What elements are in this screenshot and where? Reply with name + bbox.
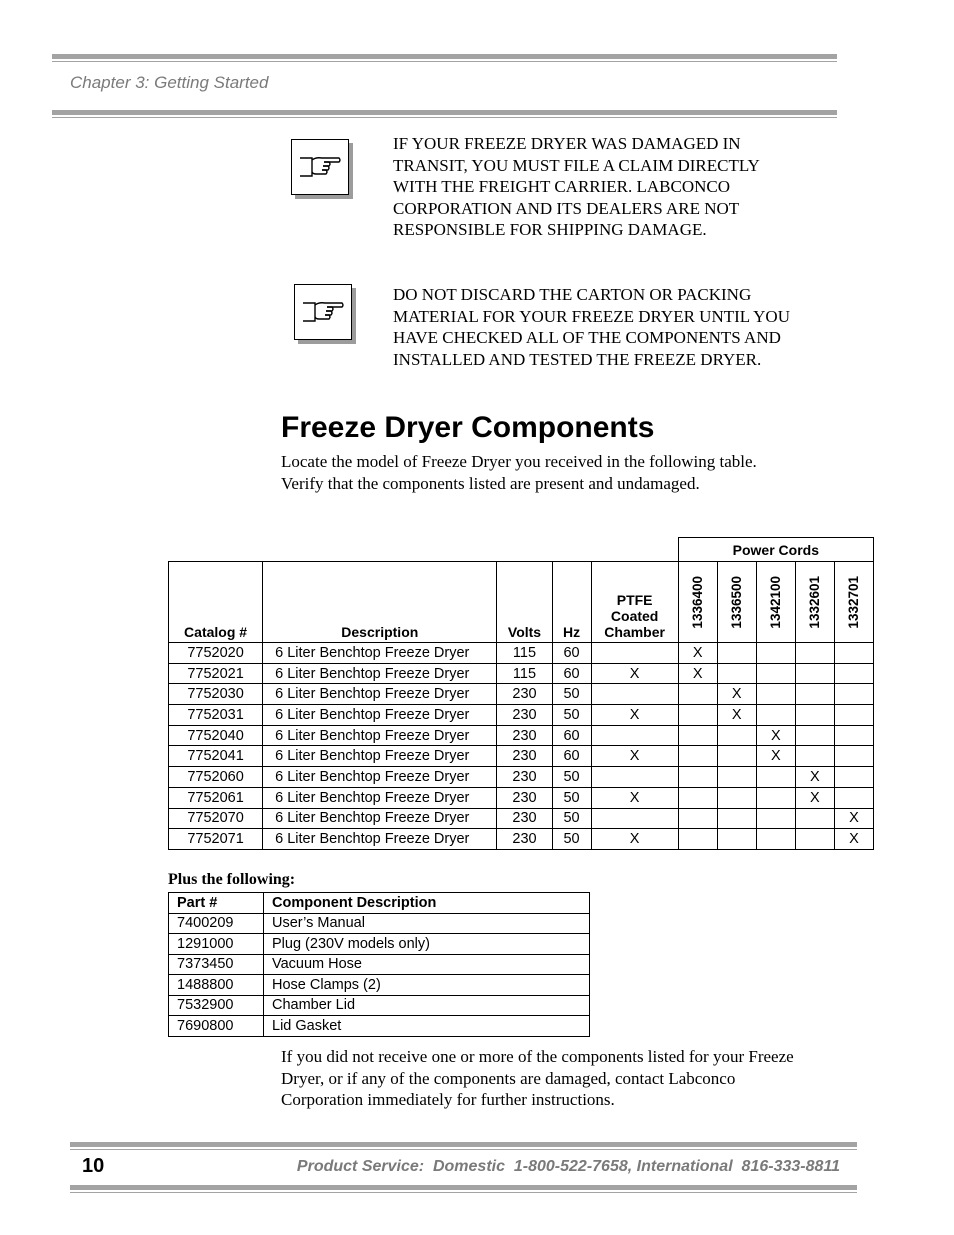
components-table (168, 537, 874, 850)
power-cord-cell (795, 725, 834, 746)
table-row (169, 705, 874, 726)
ptfe-cell: X (591, 787, 678, 808)
power-cord-cell: X (756, 746, 795, 767)
catalog-cell: 7752060 (169, 767, 263, 788)
ptfe-cell (591, 767, 678, 788)
hz-cell: 50 (552, 705, 591, 726)
footer-bottom-rule (70, 1185, 857, 1193)
hz-cell: 50 (552, 787, 591, 808)
power-cord-cell (834, 746, 873, 767)
ptfe-cell: X (591, 746, 678, 767)
table-row (169, 954, 590, 975)
power-cord-cell (678, 684, 717, 705)
table-row (169, 995, 590, 1016)
volts-cell: 230 (497, 705, 552, 726)
power-cord-cell: X (678, 663, 717, 684)
section-intro: Locate the model of Freeze Dryer you received in the following table. Verify that the components listed are present and undamaged. (281, 452, 757, 493)
packing-material-note: DO NOT DISCARD THE CARTON OR PACKING MATERIAL FOR YOUR FREEZE DRYER UNTIL YOU HAVE CHECKED ALL OF THE COMPONENTS AND INSTALLED AND TESTED THE FREEZE DRYER. (393, 285, 790, 369)
table-row (169, 975, 590, 996)
volts-cell: 230 (497, 725, 552, 746)
table-row (169, 643, 874, 664)
pointing-hand-icon (294, 284, 352, 340)
plus-title: Plus the following: (168, 871, 296, 888)
power-cord-cell (717, 725, 756, 746)
catalog-cell: 7752031 (169, 705, 263, 726)
power-cord-cell (717, 808, 756, 829)
catalog-header: Catalog # (169, 562, 263, 643)
power-cord-cell (795, 684, 834, 705)
power-cord-cell (756, 643, 795, 664)
ptfe-cell (591, 643, 678, 664)
power-cord-cell: X (795, 787, 834, 808)
part-number-cell: 7373450 (169, 954, 264, 975)
ptfe-cell: X (591, 829, 678, 850)
section-title: Freeze Dryer Components (281, 411, 655, 444)
table-row (169, 808, 874, 829)
power-cord-cell (795, 829, 834, 850)
power-cord-cell (756, 684, 795, 705)
description-cell: 6 Liter Benchtop Freeze Dryer (263, 643, 497, 664)
component-description-cell: Hose Clamps (2) (264, 975, 590, 996)
power-cord-cell (795, 643, 834, 664)
power-cord-cell (717, 787, 756, 808)
ptfe-cell: X (591, 705, 678, 726)
hz-cell: 60 (552, 663, 591, 684)
volts-cell: 230 (497, 829, 552, 850)
additional-components-table (168, 892, 590, 1037)
table-row (169, 787, 874, 808)
power-cord-cell (756, 829, 795, 850)
ptfe-cell (591, 725, 678, 746)
volts-cell: 230 (497, 746, 552, 767)
header-bottom-rule (52, 110, 837, 118)
closing-paragraph: If you did not receive one or more of the components listed for your Freeze Dryer, or if any of the components are damaged, contact Labconco Corporation immediately for further instructions. (281, 1047, 794, 1110)
power-cord-cell (678, 767, 717, 788)
power-cord-cell (678, 808, 717, 829)
hz-cell: 60 (552, 746, 591, 767)
power-cord-cell: X (717, 705, 756, 726)
table-row (169, 663, 874, 684)
part-number-cell: 1291000 (169, 934, 264, 955)
description-cell: 6 Liter Benchtop Freeze Dryer (263, 767, 497, 788)
table-row (169, 913, 590, 934)
volts-header: Volts (497, 562, 552, 643)
component-description-cell: User’s Manual (264, 913, 590, 934)
power-cord-cell (795, 746, 834, 767)
table-row (169, 934, 590, 955)
ptfe-cell (591, 808, 678, 829)
volts-cell: 230 (497, 767, 552, 788)
component-description-cell: Plug (230V models only) (264, 934, 590, 955)
power-cord-cell (717, 767, 756, 788)
hz-cell: 50 (552, 767, 591, 788)
catalog-cell: 7752030 (169, 684, 263, 705)
component-description-cell: Chamber Lid (264, 995, 590, 1016)
catalog-cell: 7752071 (169, 829, 263, 850)
power-cord-cell (756, 663, 795, 684)
volts-cell: 115 (497, 643, 552, 664)
power-cord-cell (678, 829, 717, 850)
hz-cell: 50 (552, 684, 591, 705)
part-number-cell: 7532900 (169, 995, 264, 1016)
power-cord-cell (756, 767, 795, 788)
hz-cell: 60 (552, 643, 591, 664)
power-cord-cell: X (717, 684, 756, 705)
power-cord-cell: X (756, 725, 795, 746)
power-cord-cell (717, 829, 756, 850)
part-number-cell: 1488800 (169, 975, 264, 996)
power-cord-cell (678, 787, 717, 808)
power-cord-cell (795, 808, 834, 829)
table-row (169, 725, 874, 746)
description-cell: 6 Liter Benchtop Freeze Dryer (263, 746, 497, 767)
power-cords-header: Power Cords (678, 538, 873, 562)
description-cell: 6 Liter Benchtop Freeze Dryer (263, 829, 497, 850)
damage-claim-note: IF YOUR FREEZE DRYER WAS DAMAGED IN TRANSIT, YOU MUST FILE A CLAIM DIRECTLY WITH THE FREIGHT CARRIER. LABCONCO CORPORATION AND ITS DEALERS ARE NOT RESPONSIBLE FOR SHIPPING DAMAGE. (393, 134, 760, 240)
ptfe-cell (591, 684, 678, 705)
power-cord-cell (717, 746, 756, 767)
page-number: 10 (82, 1155, 105, 1177)
catalog-cell: 7752021 (169, 663, 263, 684)
power-cord-cell (834, 767, 873, 788)
table-row (169, 746, 874, 767)
component-description-cell: Vacuum Hose (264, 954, 590, 975)
chapter-title: Chapter 3: Getting Started (70, 73, 269, 92)
power-cord-cell (717, 643, 756, 664)
volts-cell: 115 (497, 663, 552, 684)
power-cord-cell (756, 705, 795, 726)
cord-header: 1336400 (678, 562, 717, 643)
pointing-hand-icon (291, 139, 349, 195)
power-cord-cell (756, 808, 795, 829)
volts-cell: 230 (497, 808, 552, 829)
table-row (169, 767, 874, 788)
power-cord-cell (834, 663, 873, 684)
cord-header: 1342100 (756, 562, 795, 643)
hz-header: Hz (552, 562, 591, 643)
power-cord-cell (756, 787, 795, 808)
catalog-cell: 7752070 (169, 808, 263, 829)
power-cord-cell (834, 643, 873, 664)
power-cord-cell (834, 684, 873, 705)
power-cord-cell (678, 746, 717, 767)
table-row (169, 829, 874, 850)
ptfe-cell: X (591, 663, 678, 684)
catalog-cell: 7752020 (169, 643, 263, 664)
description-cell: 6 Liter Benchtop Freeze Dryer (263, 787, 497, 808)
power-cord-cell (834, 705, 873, 726)
catalog-cell: 7752061 (169, 787, 263, 808)
power-cord-cell: X (834, 829, 873, 850)
description-header: Description (263, 562, 497, 643)
power-cord-cell (678, 705, 717, 726)
description-cell: 6 Liter Benchtop Freeze Dryer (263, 684, 497, 705)
part-number-cell: 7400209 (169, 913, 264, 934)
part-header: Part # (169, 893, 264, 914)
hz-cell: 50 (552, 808, 591, 829)
header-top-rule (52, 54, 837, 62)
description-cell: 6 Liter Benchtop Freeze Dryer (263, 725, 497, 746)
power-cord-cell (795, 705, 834, 726)
ptfe-header: PTFE Coated Chamber (591, 562, 678, 643)
cord-header: 1332601 (795, 562, 834, 643)
hz-cell: 50 (552, 829, 591, 850)
component-description-cell: Lid Gasket (264, 1016, 590, 1037)
volts-cell: 230 (497, 787, 552, 808)
table-row (169, 1016, 590, 1037)
description-cell: 6 Liter Benchtop Freeze Dryer (263, 808, 497, 829)
catalog-cell: 7752041 (169, 746, 263, 767)
description-cell: 6 Liter Benchtop Freeze Dryer (263, 663, 497, 684)
cord-header: 1332701 (834, 562, 873, 643)
component-description-header: Component Description (264, 893, 590, 914)
footer-top-rule (70, 1142, 857, 1150)
power-cord-cell (717, 663, 756, 684)
power-cord-cell (678, 725, 717, 746)
part-number-cell: 7690800 (169, 1016, 264, 1037)
power-cord-cell: X (834, 808, 873, 829)
product-service-contact: Product Service: Domestic 1-800-522-7658, International 816-333-8811 (296, 1158, 840, 1175)
power-cord-cell (834, 725, 873, 746)
power-cord-cell (795, 663, 834, 684)
power-cord-cell: X (678, 643, 717, 664)
cord-header: 1336500 (717, 562, 756, 643)
volts-cell: 230 (497, 684, 552, 705)
catalog-cell: 7752040 (169, 725, 263, 746)
table-row (169, 684, 874, 705)
power-cord-cell (834, 787, 873, 808)
hz-cell: 60 (552, 725, 591, 746)
description-cell: 6 Liter Benchtop Freeze Dryer (263, 705, 497, 726)
power-cord-cell: X (795, 767, 834, 788)
